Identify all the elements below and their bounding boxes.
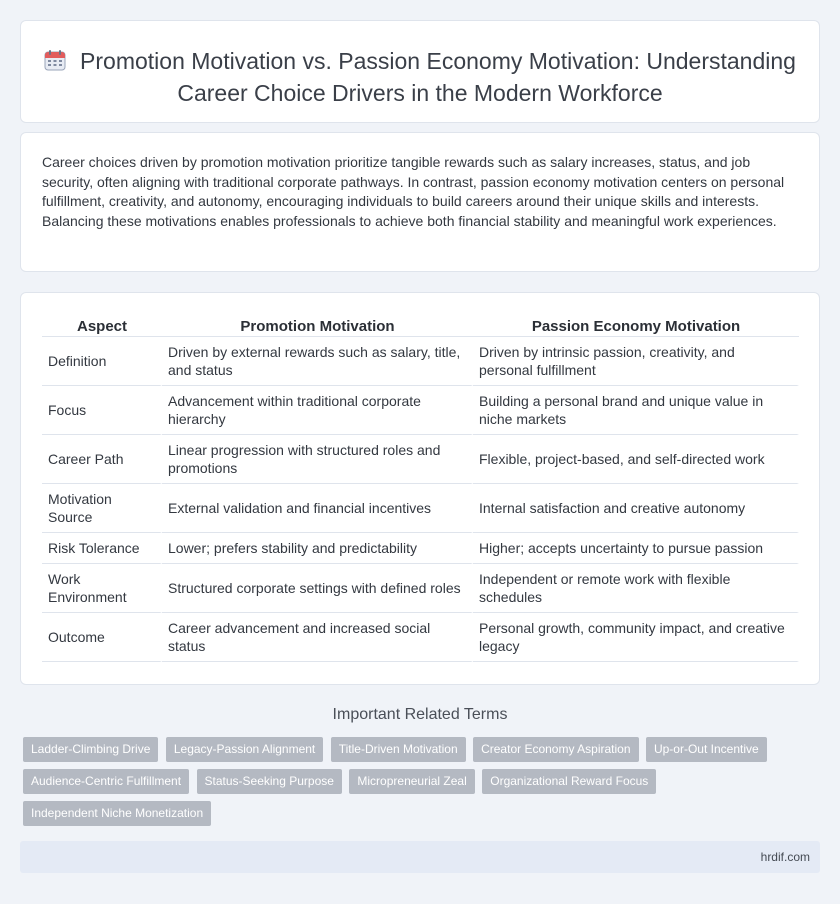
cell-passion: Personal growth, community impact, and creative legacy <box>473 613 799 662</box>
footer <box>20 841 820 873</box>
table-row <box>42 484 799 533</box>
cell-promotion: Structured corporate settings with defined roles <box>162 564 473 613</box>
cell-aspect: Work Environment <box>42 564 162 613</box>
table-row <box>42 386 799 435</box>
related-term-tag[interactable]: Legacy-Passion Alignment <box>166 737 323 762</box>
table-row <box>42 337 799 386</box>
cell-aspect: Definition <box>42 337 162 386</box>
related-term-tag[interactable]: Micropreneurial Zeal <box>349 769 474 794</box>
related-term-tag[interactable]: Title-Driven Motivation <box>331 737 466 762</box>
cell-promotion: Lower; prefers stability and predictability <box>162 533 473 564</box>
related-term-tag[interactable]: Organizational Reward Focus <box>482 769 656 794</box>
table-header-row <box>42 315 799 337</box>
cell-aspect: Focus <box>42 386 162 435</box>
related-term-tag[interactable]: Ladder-Climbing Drive <box>23 737 158 762</box>
cell-promotion: Linear progression with structured roles and promotions <box>162 435 473 484</box>
header-promotion: Promotion Motivation <box>162 315 473 337</box>
intro-paragraph: Career choices driven by promotion motivation prioritize tangible rewards such as salary increases, status, and job security, often aligning with traditional corporate pathways. In contrast, passion economy motivation centers on personal fulfillment, creativity, and autonomy, encouraging individuals to build careers around their unique skills and interests. Balancing these motivations enables professionals to achieve both financial stability and meaningful work experiences. <box>42 154 785 229</box>
comparison-table <box>42 315 799 662</box>
cell-promotion: External validation and financial incentives <box>162 484 473 533</box>
cell-passion: Driven by intrinsic passion, creativity, and personal fulfillment <box>473 337 799 386</box>
related-term-tag[interactable]: Independent Niche Monetization <box>23 801 211 826</box>
cell-aspect: Outcome <box>42 613 162 662</box>
cell-passion: Higher; accepts uncertainty to pursue passion <box>473 533 799 564</box>
cell-aspect: Career Path <box>42 435 162 484</box>
comparison-card <box>20 292 820 685</box>
cell-passion: Flexible, project-based, and self-directed work <box>473 435 799 484</box>
cell-passion: Building a personal brand and unique value in niche markets <box>473 386 799 435</box>
table-row <box>42 613 799 662</box>
intro-card <box>20 132 820 272</box>
cell-passion: Independent or remote work with flexible schedules <box>473 564 799 613</box>
header-passion: Passion Economy Motivation <box>473 315 799 337</box>
related-terms-title: Important Related Terms <box>332 706 508 723</box>
cell-aspect: Risk Tolerance <box>42 533 162 564</box>
title-card <box>20 20 820 123</box>
related-terms-list <box>23 737 813 833</box>
related-term-tag[interactable]: Audience-Centric Fulfillment <box>23 769 189 794</box>
table-row <box>42 435 799 484</box>
table-row <box>42 564 799 613</box>
page-title <box>21 45 819 109</box>
related-term-tag[interactable]: Status-Seeking Purpose <box>197 769 342 794</box>
cell-passion: Internal satisfaction and creative autonomy <box>473 484 799 533</box>
header-aspect: Aspect <box>42 315 162 337</box>
cell-promotion: Driven by external rewards such as salary, title, and status <box>162 337 473 386</box>
cell-promotion: Career advancement and increased social status <box>162 613 473 662</box>
cell-promotion: Advancement within traditional corporate hierarchy <box>162 386 473 435</box>
related-term-tag[interactable]: Up-or-Out Incentive <box>646 737 767 762</box>
footer-site-link[interactable]: hrdif.com <box>760 850 810 864</box>
related-term-tag[interactable]: Creator Economy Aspiration <box>473 737 638 762</box>
cell-aspect: Motivation Source <box>42 484 162 533</box>
calendar-icon <box>44 47 66 69</box>
page-title-text: Promotion Motivation vs. Passion Economy Motivation: Understanding Career Choice Drivers in the Modern Workforce <box>80 48 796 106</box>
table-row <box>42 533 799 564</box>
